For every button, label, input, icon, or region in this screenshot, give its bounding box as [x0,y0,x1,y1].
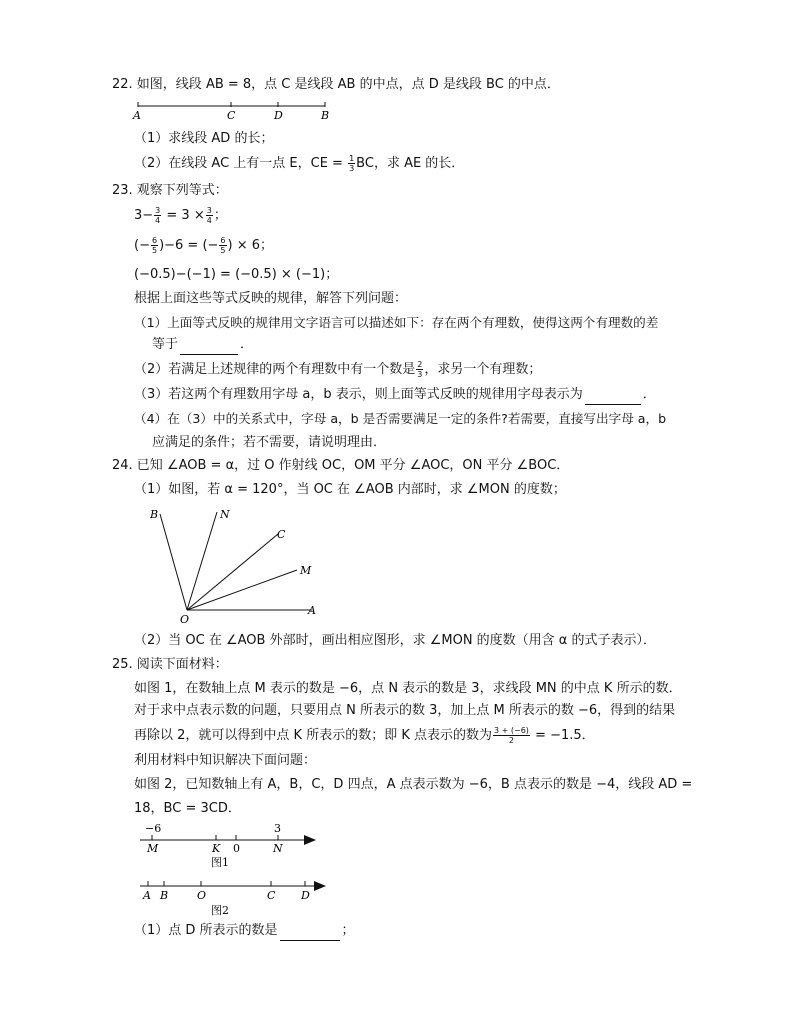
eq2-part-b: )−6 = (− [159,238,219,253]
q25-figure1-number-line [136,820,326,870]
label-a: A [133,109,141,122]
q25-frac-den: 2 [508,736,514,745]
q23-part2-frac-num: 2 [417,360,423,369]
ray-ob [160,514,187,610]
label-minus6: −6 [145,822,162,835]
q22-frac-num: 1 [349,154,355,163]
q24-stem: 24. 已知 ∠AOB = α，过 O 作射线 OC，OM 平分 ∠AOC，ON 平分 ∠BOC． [112,458,570,473]
q23-part1-end: ． [240,337,254,352]
q24-part1: （1）如图，若 α = 120°，当 OC 在 ∠AOB 内部时，求 ∠MON 的度数； [134,482,566,497]
label-k: K [212,842,221,855]
q23-part2-frac-den: 3 [417,370,423,379]
q23-eq2 [134,236,273,255]
eq2-frac1 [151,236,158,255]
q25-material-line4: 利用材料中知识解决下面问题： [134,753,317,768]
eq2-frac2-den: 5 [220,246,226,255]
q23-eq3: (−0.5)−(−1) = (−0.5) × (−1)； [134,267,339,282]
axis-arrow [314,881,326,891]
q22-stem: 22. 如图，线段 AB = 8，点 C 是线段 AB 的中点，点 D 是线段 BC 的中点． [112,77,560,92]
eq2-frac1-num: 6 [151,236,158,245]
eq1-frac2 [206,206,213,225]
q22-segment-figure [130,96,340,122]
ray-om [187,570,297,610]
eq2-part-c: ) × 6； [227,238,274,253]
q25-material-line5: 如图 2，已知数轴上有 A，B，C，D 四点，A 点表示数为 −6，B 点表示的数是 −4，线段 AD = [134,777,693,792]
q23-part3-end: ． [642,387,656,402]
eq1-part-b: = 3 × [162,208,205,223]
q25-part1 [134,922,355,941]
q22-part1: （1）求线段 AD 的长； [134,131,274,146]
eq1-part-a: 3− [134,208,154,223]
eq1-frac1-den: 4 [155,216,161,225]
label-a: A [308,604,316,617]
eq1-frac1-num: 3 [155,206,161,215]
q25-material-line3 [134,726,595,745]
q23-stem: 23. 观察下列等式： [112,183,228,198]
q22-part2 [134,154,464,173]
label-d: D [301,889,310,902]
q23-part3-text: （3）若这两个有理数用字母 a，b 表示，则上面等式反映的规律用字母表示为 [134,387,583,402]
q22-part2-post: BC，求 AE 的长． [356,156,465,171]
q23-eq1 [134,206,227,225]
q25-material-line2: 对于求中点表示数的问题，只要用点 N 所表示的数 3，加上点 M 所表示的数 −6，得到的结果 [134,703,676,718]
q25-figure2-number-line [136,876,336,918]
q22-frac-den: 3 [349,164,355,173]
label-n: N [273,842,283,855]
figure1-caption: 图1 [211,856,229,869]
q22-fraction [348,154,355,173]
label-o: O [180,613,190,626]
q23-part1-blank[interactable] [180,336,238,355]
label-m: M [147,842,159,855]
label-c: C [277,528,286,541]
figure2-caption: 图2 [211,904,229,917]
q25-frac-num: 3 + (−6) [493,726,529,735]
label-a: A [143,889,151,902]
q25-m3-post: = −1.5． [530,728,595,743]
eq1-frac2-den: 4 [206,216,212,225]
eq1-frac1 [154,206,161,225]
q25-fraction [493,726,530,745]
q25-material-line6: 18，BC = 3CD． [134,801,241,816]
q25-part1-text: （1）点 D 所表示的数是 [134,923,278,938]
label-b: B [321,109,330,122]
label-b: B [150,508,159,521]
label-b: B [160,889,169,902]
q25-m3-pre: 再除以 2，就可以得到中点 K 所表示的数；即 K 点表示的数为 [134,728,492,743]
q24-part2: （2）当 OC 在 ∠AOB 外部时，画出相应图形，求 ∠MON 的度数（用含 α 的式子表示）． [134,633,657,648]
q25-material-line1: 如图 1，在数轴上点 M 表示的数是 −6，点 N 表示的数是 3，求线段 MN 的中点 K 所示的数． [134,681,682,696]
eq1-part-c: ； [213,208,227,223]
eq1-frac2-num: 3 [206,206,212,215]
label-zero: 0 [233,842,240,855]
label-3: 3 [274,822,281,835]
q23-part2-post: ，求另一个有理数； [424,362,542,377]
q23-part2 [134,360,541,379]
q23-part4-line2: 应满足的条件；若不需要，请说明理由． [152,435,387,450]
ray-oc [187,534,278,610]
q23-part3 [134,386,656,405]
q25-stem: 25. 阅读下面材料： [112,657,228,672]
label-c: C [227,109,236,122]
label-m: M [300,564,312,577]
eq2-frac2-num: 6 [220,236,226,245]
q23-part3-blank[interactable] [585,386,641,405]
label-n: N [220,508,230,521]
eq2-frac2 [219,236,226,255]
label-o: O [197,889,207,902]
q25-part1-blank[interactable] [280,922,340,941]
eq2-frac1-den: 5 [151,246,158,255]
ray-on [187,512,217,610]
q23-part4-line1: （4）在（3）中的关系式中，字母 a，b 是否需要满足一定的条件?若需要，直接写出字母 a，b [134,411,667,426]
label-c: C [267,889,276,902]
label-d: D [274,109,283,122]
axis-arrow [304,835,316,845]
q23-part1-text: 等于 [152,337,179,352]
q23-part1-line2 [152,336,253,355]
q25-part1-end: ； [341,923,355,938]
q22-part2-pre: （2）在线段 AC 上有一点 E，CE = [134,156,348,171]
q23-part1-line1: （1）上面等式反映的规律用文字语言可以描述如下：存在两个有理数，使得这两个有理数的差 [134,315,659,330]
q24-angle-figure [140,502,330,626]
eq2-part-a: (− [134,238,150,253]
q23-intro: 根据上面这些等式反映的规律，解答下列问题： [134,291,408,306]
q23-part2-pre: （2）若满足上述规律的两个有理数中有一个数是 [134,362,416,377]
q23-part2-fraction [416,360,423,379]
